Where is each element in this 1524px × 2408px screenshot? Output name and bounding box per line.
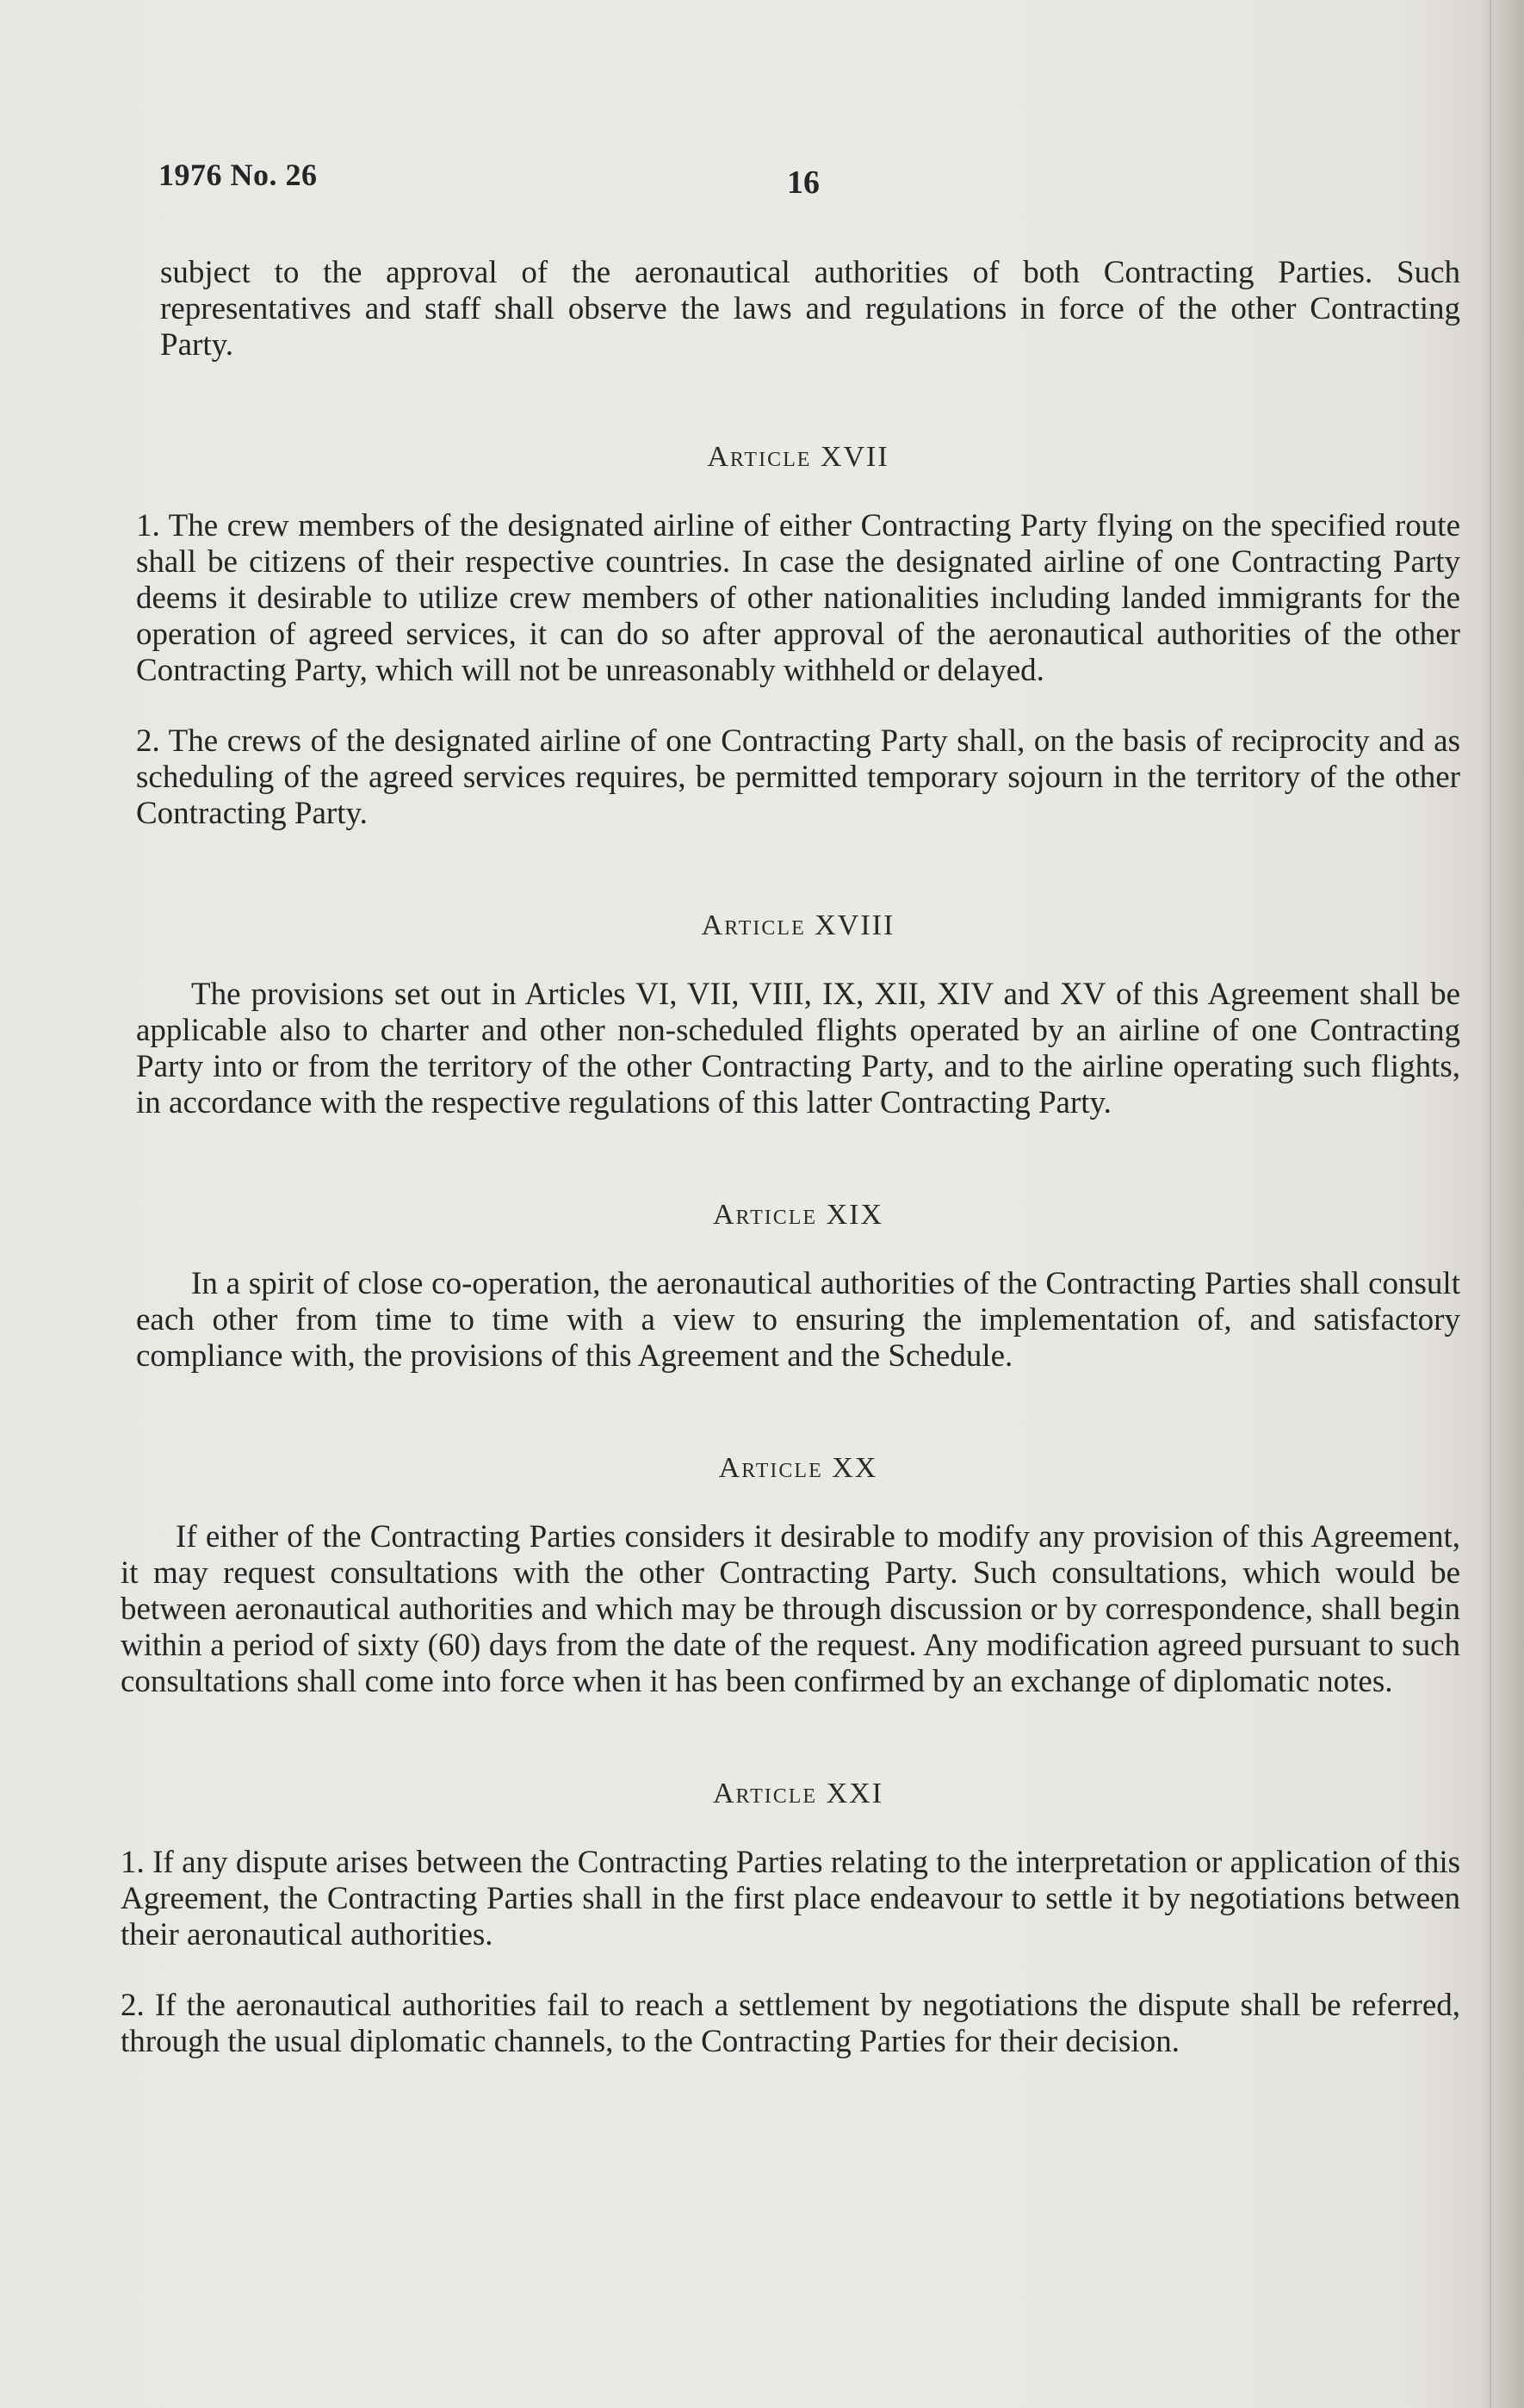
- article-paragraph: 2. The crews of the designated airline of one Contracting Party shall, on the basis of reciprocity and as scheduling of the agreed services requires, be permitted temporary sojourn in the territory of the other Contracting Party.: [136, 723, 1460, 831]
- article-paragraph: The provisions set out in Articles VI, VII, VIII, IX, XII, XIV and XV of this Agreement shall be applicable also to charter and other non-scheduled flights operated by an airline of one Contracting Party into or from the territory of the other Contracting Party, and to the airline operating such flights, in accordance with the respective regulations of this latter Contracting Party.: [136, 977, 1460, 1120]
- article-paragraph: If either of the Contracting Parties considers it desirable to modify any provision of this Agreement, it may request consultations with the other Contracting Party. Such consultations, which would be between aeronautical authorities and which may be through discussion or by correspondence, shall begin within a period of sixty (60) days from the date of the request. Any modification agreed pursuant to such consultations shall come into force when it has been confirmed by an exchange of diplomatic notes.: [121, 1519, 1460, 1699]
- article-heading: Article XVII: [707, 441, 889, 473]
- running-head: 1976 No. 26: [158, 158, 318, 192]
- page-number: 16: [787, 164, 820, 201]
- article-heading: Article XXI: [712, 1778, 884, 1809]
- article-heading: Article XVIII: [701, 909, 895, 941]
- article-heading: Article XIX: [712, 1199, 884, 1231]
- article-paragraph: 1. The crew members of the designated airline of either Contracting Party flying on the specified route shall be citizens of their respective countries. In case the designated airline of one Contracting Party deems it desirable to utilize crew members of other nationalities including landed immigrants for the operation of agreed services, it can do so after approval of the aeronautical authorities of the other Contracting Party, which will not be unreasonably withheld or delayed.: [136, 508, 1460, 688]
- article-paragraph: 1. If any dispute arises between the Contracting Parties relating to the interpretation or application of this Agreement, the Contracting Parties shall in the first place endeavour to settle it by negotiations between their aeronautical authorities.: [121, 1845, 1460, 1952]
- body-text: [121, 255, 1460, 2060]
- intro-paragraph: subject to the approval of the aeronautical authorities of both Contracting Parties. Such representatives and staff shall observe the laws and regulations in force of the other Contracting Party.: [160, 255, 1460, 363]
- page-gutter-line: [1490, 0, 1491, 2408]
- article-paragraph: In a spirit of close co-operation, the aeronautical authorities of the Contracting Parties shall consult each other from time to time with a view to ensuring the implementation of, and satisfactory compliance with, the provisions of this Agreement and the Schedule.: [136, 1266, 1460, 1374]
- article-paragraph: 2. If the aeronautical authorities fail to reach a settlement by negotiations the dispute shall be referred, through the usual diplomatic channels, to the Contracting Parties for their decision.: [121, 1988, 1460, 2059]
- article-heading: Article XX: [718, 1452, 878, 1484]
